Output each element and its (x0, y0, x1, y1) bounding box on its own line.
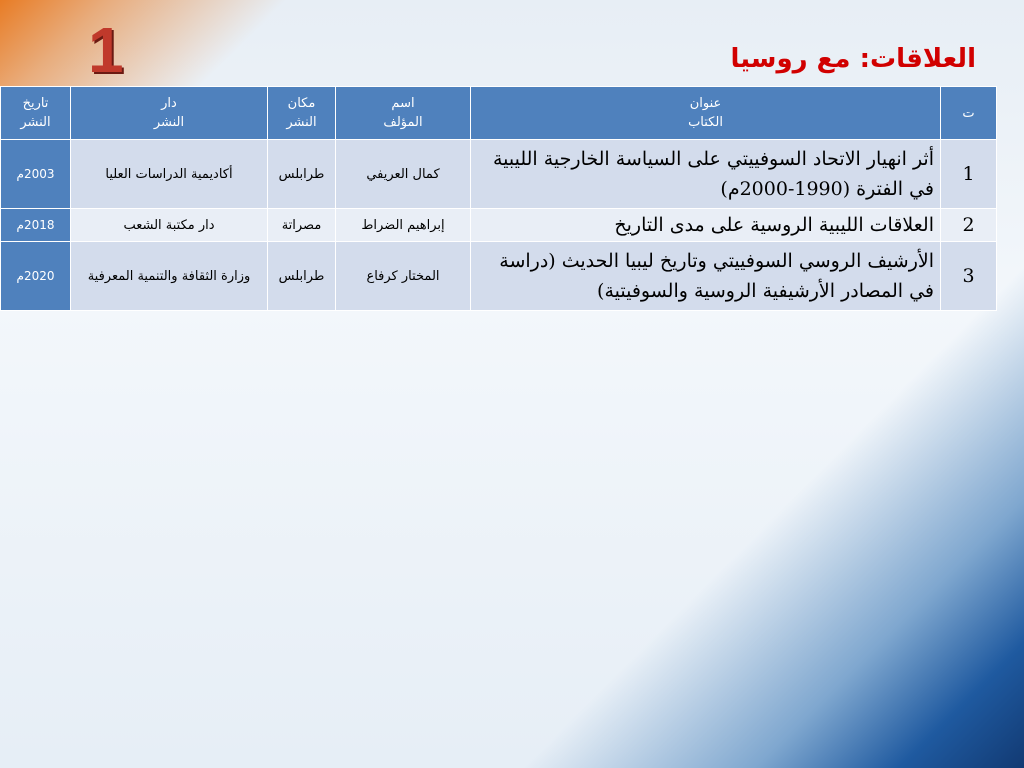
slide-number: 1 (88, 14, 124, 86)
book-title: أثر انهيار الاتحاد السوفييتي على السياسة الخارجية الليبية في الفترة (1990-2000م) (471, 140, 941, 209)
books-table (0, 86, 997, 311)
header-year-line2: النشر (20, 115, 51, 130)
header-place (268, 87, 336, 140)
book-author: كمال العريفي (336, 140, 471, 209)
header-num (941, 87, 997, 140)
publisher: وزارة الثقافة والتنمية المعرفية (71, 242, 268, 311)
publisher: أكاديمية الدراسات العليا (71, 140, 268, 209)
row-num: 1 (941, 140, 997, 209)
table-header-row (1, 87, 997, 140)
header-publisher (71, 87, 268, 140)
header-year (1, 87, 71, 140)
header-year-line1: تاريخ (22, 96, 49, 111)
header-place-line1: مكان (287, 96, 316, 111)
publish-year: 2018م (1, 209, 71, 242)
book-author: إبراهيم الضراط (336, 209, 471, 242)
row-num: 3 (941, 242, 997, 311)
publish-year: 2003م (1, 140, 71, 209)
header-author-line1: اسم (391, 96, 415, 111)
book-title: الأرشيف الروسي السوفييتي وتاريخ ليبيا الحديث (دراسة في المصادر الأرشيفية الروسية والسوفيتية) (471, 242, 941, 311)
publish-year: 2020م (1, 242, 71, 311)
header-author-line2: المؤلف (383, 115, 423, 130)
table-row (1, 242, 997, 311)
header-title (471, 87, 941, 140)
header-author (336, 87, 471, 140)
table-row (1, 209, 997, 242)
publisher: دار مكتبة الشعب (71, 209, 268, 242)
table-row (1, 140, 997, 209)
book-title: العلاقات الليبية الروسية على مدى التاريخ (471, 209, 941, 242)
publish-place: طرابلس (268, 140, 336, 209)
header-publisher-line1: دار (161, 96, 177, 111)
header-title-line2: الكتاب (688, 115, 723, 130)
header-place-line2: النشر (286, 115, 317, 130)
header-num-label: ت (962, 105, 975, 121)
header-publisher-line2: النشر (153, 115, 185, 130)
book-author: المختار كرفاع (336, 242, 471, 311)
publish-place: مصراتة (268, 209, 336, 242)
publish-place: طرابلس (268, 242, 336, 311)
header-title-line1: عنوان (689, 96, 722, 111)
slide-title: العلاقات: مع روسيا (730, 44, 976, 74)
row-num: 2 (941, 209, 997, 242)
